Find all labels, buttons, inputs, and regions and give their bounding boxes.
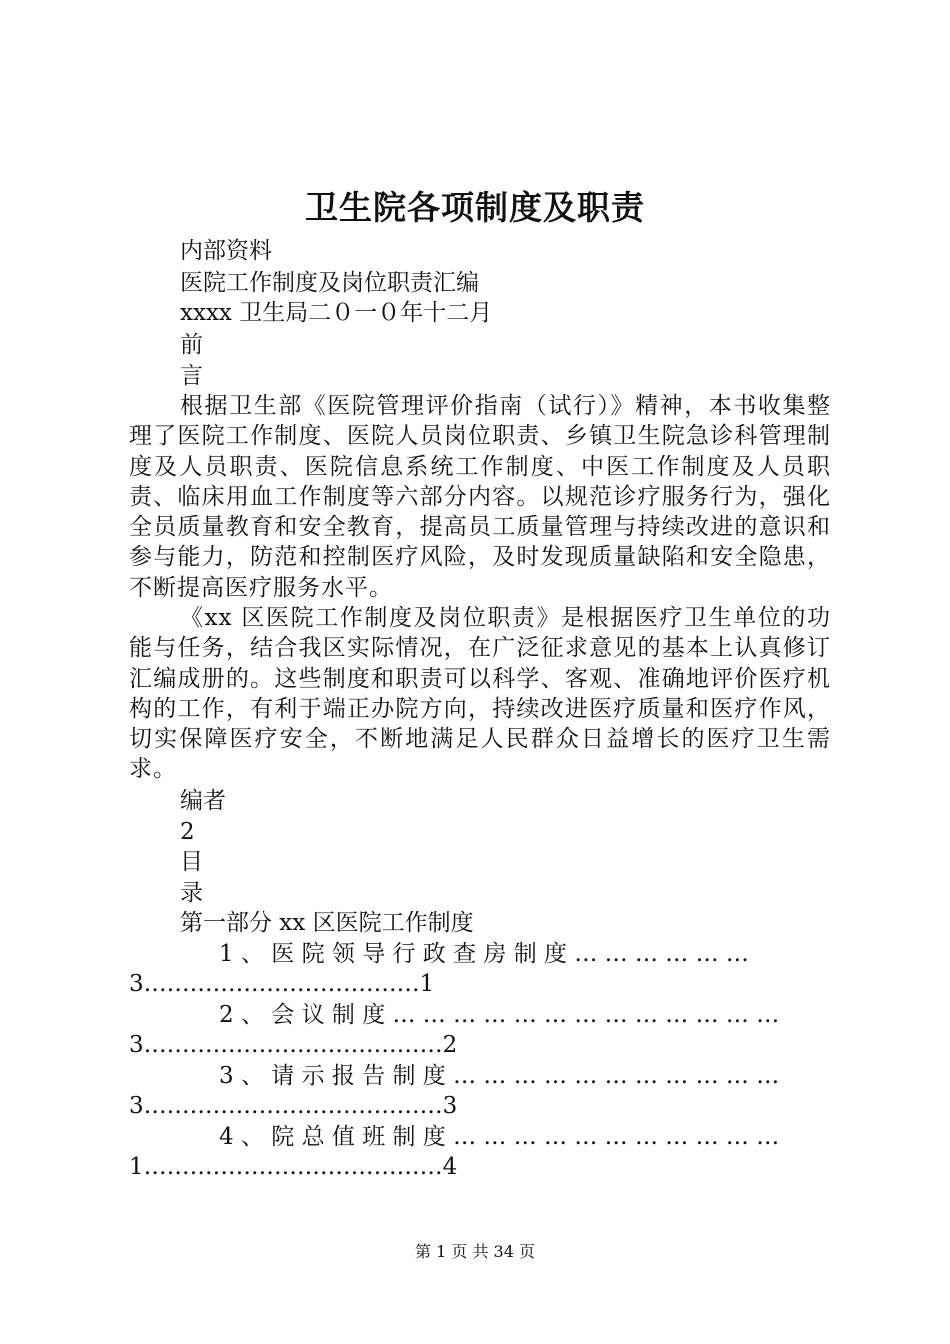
preface-heading-2: 言 [180, 363, 203, 389]
toc-entry-title: 3 、 请 示 报 告 制 度 … … … … … … … … … … … [219, 1063, 780, 1089]
toc-entry [129, 939, 831, 999]
bureau-date-line: xxxx 卫生局二０一０年十二月 [180, 300, 493, 326]
toc-entry-page: 3…………………………………3 [129, 1093, 458, 1119]
toc-entry-page: 3…………………………………2 [129, 1032, 458, 1058]
toc-heading-2: 录 [180, 880, 203, 906]
toc-entry [129, 1000, 831, 1060]
toc-entry-title: 1 、 医 院 领 导 行 政 查 房 制 度 … … … … … … [219, 941, 749, 967]
toc-entry-page: 3………………………………1 [129, 971, 435, 997]
part-one-heading: 第一部分 xx 区医院工作制度 [180, 910, 474, 936]
toc-heading-1: 目 [180, 849, 203, 875]
internal-label: 内部资料 [180, 238, 272, 264]
document-title: 卫生院各项制度及职责 [305, 188, 645, 227]
preface-paragraph-2: 《xx 区医院工作制度及岗位职责》是根据医疗卫生单位的功能与任务，结合我区实际情况，在广泛征求意见的基本上认真修订汇编成册的。这些制度和职责可以科学、客观、准确地评价医疗机构的工作，有利于端正办院方向，持续改进医疗质量和医疗作风，切实保障医疗安全，不断地满足人民群众日益增长的医疗卫生需求。 [129, 605, 831, 783]
toc-entry-title: 4 、 院 总 值 班 制 度 … … … … … … … … … … … [219, 1124, 780, 1150]
editor-label: 编者 [180, 788, 226, 814]
toc-entry [129, 1122, 831, 1182]
page-marker: 2 [180, 819, 195, 845]
preface-paragraph-1: 根据卫生部《医院管理评价指南（试行）》精神，本书收集整理了医院工作制度、医院人员岗位职责、乡镇卫生院急诊科管理制度及人员职责、医院信息系统工作制度、中医工作制度及人员职责、临床用血工作制度等六部分内容。以规范诊疗服务行为，强化全员质量教育和安全教育，提高员工质量管理与持续改进的意识和参与能力，防范和控制医疗风险，及时发现质量缺陷和安全隐患，不断提高医疗服务水平。 [129, 393, 831, 601]
preface-heading-1: 前 [180, 332, 203, 358]
page-footer: 第 1 页 共 34 页 [415, 1242, 535, 1261]
toc-entry-title: 2 、 会 议 制 度 … … … … … … … … … … … … … [219, 1002, 780, 1028]
compilation-label: 医院工作制度及岗位职责汇编 [180, 270, 479, 296]
toc-entry [129, 1061, 831, 1121]
toc-entry-page: 1…………………………………4 [129, 1154, 458, 1180]
